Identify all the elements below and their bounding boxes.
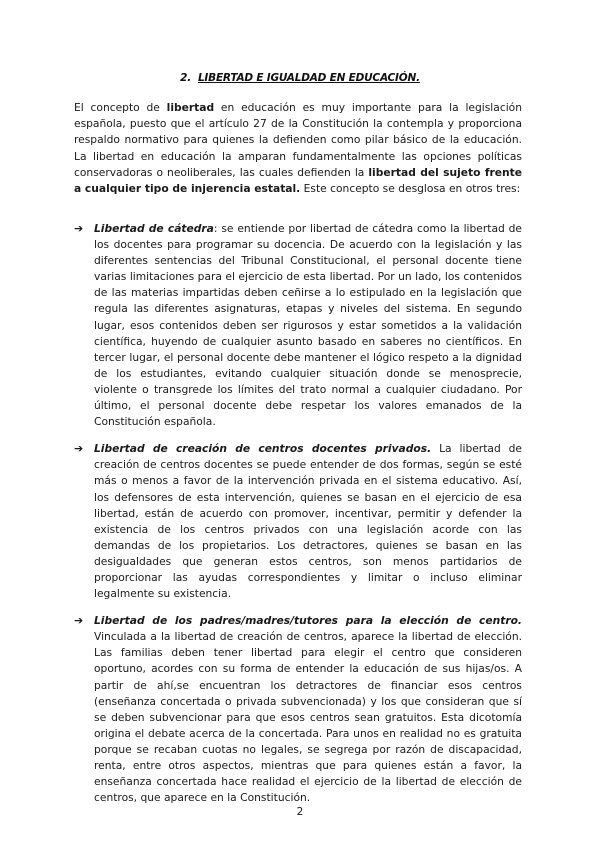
intro-text-3: Este concepto se desglosa en otros tres: bbox=[300, 182, 521, 196]
list-item-centros-privados bbox=[74, 441, 522, 602]
arrow-bullet-icon: ➔ bbox=[74, 614, 84, 628]
page-number: 2 bbox=[296, 806, 304, 818]
section-title bbox=[0, 72, 600, 84]
list-item-catedra bbox=[74, 221, 522, 430]
list-item-eleccion-centro bbox=[74, 613, 522, 806]
item-text: La libertad de creación de centros docentes se puede entender de dos formas, según se esté más o menos a favor de la intervención privada en el sistema educativo. Así, los defensores de esta intervención, quienes se basan en el ejercicio de esa libertad, están de acuerdo con promover, incentivar, permitir y defender la existencia de los centros privados con una legislación acorde con las demandas de los propietarios. Los detractores, quienes se basan en las desigualdades que generan estos centros, son menos partidarios de proporcionar las ayudas correspondientes y limitar o incluso eliminar legalmente su existencia. bbox=[94, 442, 522, 601]
intro-text-2: en educación es muy importante para la legislación española, puesto que el artículo 27 de la Constitución la contempla y proporciona respaldo normativo para quienes la defienden como pilar básico de la educación. La libertad en educación la amparan fundamentalmente las opciones políticas conservadoras o neoliberales, las cuales defienden la bbox=[74, 101, 522, 179]
freedoms-list bbox=[74, 221, 522, 806]
item-text: Vinculada a la libertad de creación de centros, aparece la libertad de elección. Las familias deben tener libertad para elegir el centro que consideren oportuno, acordes con su forma de entender la educación de sus hijas/os. A partir de ahí,se encuentran los detractores de financiar esos centros (enseñanza concertada o privada subvencionada) y los que consideran que sí se deben subvencionar para que esos centros sean gratuitos. Esta dicotomía origina el debate acerca de la concertada. Para unos en realidad no es gratuita porque se recaban cuotas no legales, se segrega por razón de discapacidad, renta, entre otros aspectos, mientras que para quienes están a favor, la enseñanza concertada hace realidad el ejercicio de la libertad de elección de centros, que aparece en la Constitución. bbox=[94, 630, 522, 805]
intro-text-1: El concepto de bbox=[74, 101, 167, 114]
section-number: 2. bbox=[180, 72, 192, 84]
arrow-bullet-icon: ➔ bbox=[74, 222, 84, 235]
intro-keyword-libertad: libertad bbox=[166, 101, 215, 114]
item-heading: Libertad de creación de centros docentes privados. bbox=[94, 442, 432, 456]
arrow-bullet-icon: ➔ bbox=[74, 442, 84, 456]
item-text: : se entiende por libertad de cátedra como la libertad de los docentes para programar su docencia. De acuerdo con la legislación y las diferentes sentencias del Tribunal Constitucional, el personal docente tiene varias limitaciones para el ejercicio de esta libertad. Por un lado, los contenidos de las materias impartidas deben ceñirse a lo estipulado en la legislación que regula las diferentes asignaturas, etapas y niveles del sistema. En segundo lugar, esos contenidos deben ser rigurosos y estar sometidos a la validación científica, huyendo de cualquier asunto basado en saberes no científicos. En tercer lugar, el personal docente debe mantener el lógico respeto a la dignidad de los estudiantes, evitando cualquier situación donde se menosprecie, violente o transgrede los límites del trato normal a cualquier ciudadano. Por último, el personal docente debe respetar los valores emanados de la Constitución española. bbox=[94, 222, 523, 429]
intro-paragraph bbox=[74, 100, 522, 197]
section-title-text: LIBERTAD E IGUALDAD EN EDUCACIÓN. bbox=[197, 72, 420, 84]
intro-keyword-injerencia: libertad del sujeto frente a cualquier tipo de injerencia estatal. bbox=[74, 165, 522, 196]
item-heading: Libertad de los padres/madres/tutores para la elección de centro. bbox=[94, 614, 522, 628]
item-heading: Libertad de cátedra bbox=[94, 222, 214, 235]
